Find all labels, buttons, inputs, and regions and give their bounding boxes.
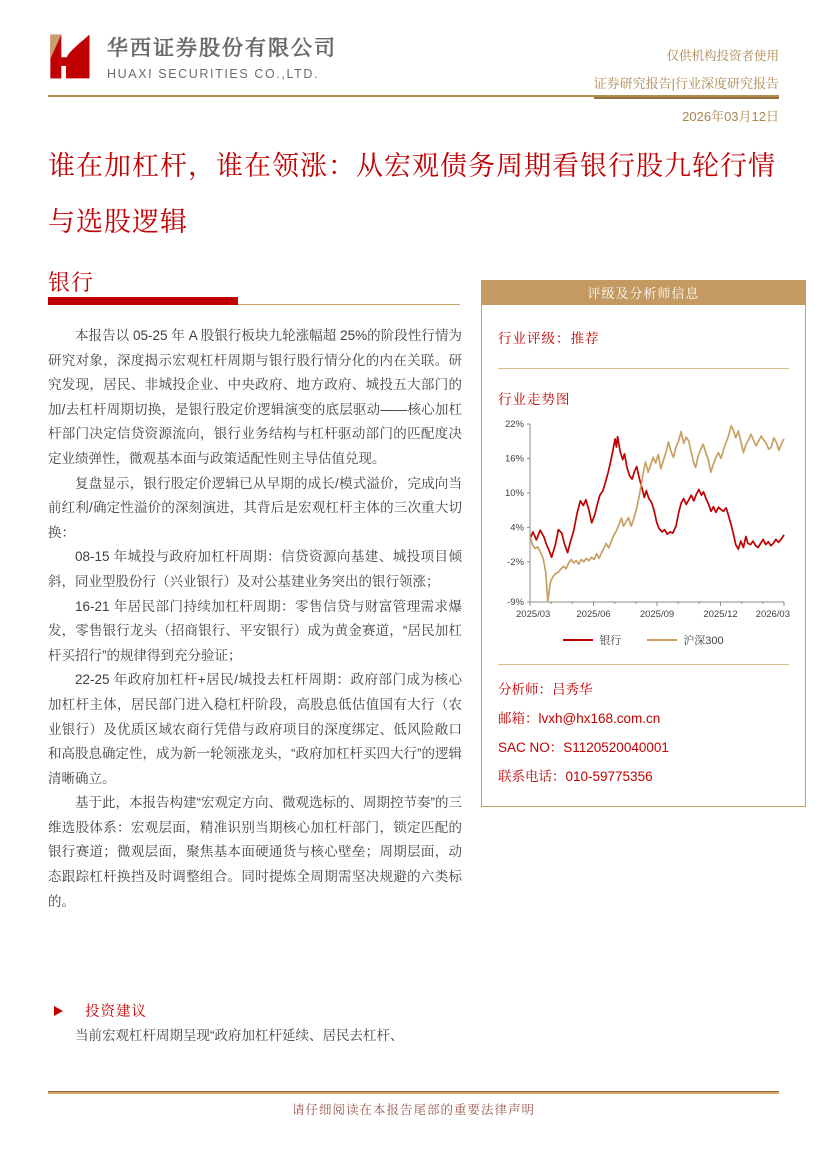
panel-header: 评级及分析师信息 — [481, 280, 806, 305]
panel-divider — [498, 664, 789, 665]
body-paragraph: 08-15 年城投与政府加杠杆周期：信贷资源向基建、城投项目倾斜，同业型股份行（兴业银行）及对公基建业务突出的银行领涨； — [48, 549, 462, 589]
company-name-cn: 华西证券股份有限公司 — [107, 37, 337, 60]
svg-text:2025/09: 2025/09 — [639, 609, 675, 620]
svg-text:2026/03: 2026/03 — [755, 609, 790, 620]
triangle-bullet-icon — [54, 1006, 63, 1016]
body-paragraph: 当前宏观杠杆周期呈现“政府加杠杆延续、居民去杠杆、 — [75, 1028, 404, 1043]
section-investment-advice — [54, 1000, 147, 1021]
company-name-en: HUAXI SECURITIES CO.,LTD. — [107, 67, 320, 81]
svg-text:-2%: -2% — [507, 556, 524, 568]
body-paragraph: 22-25 年政府加杠杆+居民/城投去杠杆周期：政府部门成为核心加杠杆主体，居民部门进入稳杠杆阶段，高股息低估值国有大行（农业银行）及优质区域农商行凭借与政府项目的深度绑定、低风险敞口和高股息确定性，成为新一轮领涨龙头，“政府加杠杆买四大行”的逻辑清晰确立。 — [48, 672, 462, 786]
industry-label: 银行 — [48, 270, 95, 295]
body-paragraph: 复盘显示，银行股定价逻辑已从早期的成长/模式溢价，完成向当前红利/确定性溢价的深刻演进，其背后是宏观杠杆主体的三次重大切换： — [48, 475, 462, 540]
body-paragraph: 16-21 年居民部门持续加杠杆周期：零售信贷与财富管理需求爆发，零售银行龙头（招商银行、平安银行）成为黄金赛道，“居民加杠杆买招行”的规律得到充分验证； — [48, 598, 462, 663]
huaxi-logo-icon — [48, 28, 95, 85]
panel-divider — [498, 368, 789, 369]
svg-text:16%: 16% — [504, 453, 524, 465]
industry-chart — [498, 416, 790, 628]
company-logo — [48, 28, 337, 85]
section-title: 投资建议 — [85, 1004, 147, 1020]
report-type: 证券研究报告|行业深度研究报告 — [594, 73, 779, 99]
header-divider — [48, 95, 779, 97]
rating-analyst-panel — [481, 280, 806, 807]
legend-item: 银行 — [563, 632, 621, 648]
body-paragraph: 基于此，本报告构建“宏观定方向、微观选标的、周期控节奏”的三维选股体系：宏观层面，精准识别当期核心加杠杆部门，锁定匹配的银行赛道；微观层面，聚焦基本面硬通货与核心壁垒；周期层面，动态跟踪杠杆换挡及时调整组合。同时提炼全周期需坚决规避的六类标的。 — [48, 795, 462, 909]
analyst-phone: 联系电话：010-59775356 — [498, 769, 653, 784]
chart-legend — [498, 632, 789, 648]
svg-text:22%: 22% — [504, 419, 524, 430]
industry-rating: 行业评级：推荐 — [498, 331, 600, 346]
svg-text:2025/06: 2025/06 — [576, 609, 611, 620]
analyst-name: 分析师：吕秀华 — [498, 682, 593, 697]
svg-text:4%: 4% — [510, 522, 524, 534]
report-title: 谁在加杠杆，谁在领涨：从宏观债务周期看银行股九轮行情与选股逻辑 — [48, 151, 776, 237]
footer-divider — [48, 1091, 779, 1094]
analyst-sac-no: SAC NO：S1120520040001 — [498, 740, 669, 755]
body-paragraph: 本报告以 05-25 年 A 股银行板块九轮涨幅超 25%的阶段性行情为研究对象，深度揭示宏观杠杆周期与银行股行情分化的内在关联。研究发现，居民、非城投企业、中央政府、地方政府、城投五大部门的加/去杠杆周期切换，是银行股定价逻辑演变的底层驱动——核心加杠杆部门决定信贷资源流向，银行业务结构与杠杆驱动部门的匹配度决定业绩弹性，微观基本面与政策适配性则主导估值兑现。 — [48, 328, 462, 466]
analyst-info — [498, 675, 789, 791]
footer-disclaimer: 请仔细阅读在本报告尾部的重要法律声明 — [291, 1103, 535, 1117]
legend-item: 沪深300 — [647, 632, 723, 648]
svg-text:10%: 10% — [504, 487, 524, 499]
chart-title: 行业走势图 — [498, 392, 571, 407]
industry-underline — [48, 297, 460, 305]
svg-text:-9%: -9% — [507, 597, 524, 608]
report-date: 2026年03月12日 — [682, 109, 779, 124]
svg-text:2025/03: 2025/03 — [516, 609, 551, 620]
svg-text:2025/12: 2025/12 — [703, 609, 738, 620]
analyst-email: 邮箱：lvxh@hx168.com.cn — [498, 711, 661, 726]
investor-notice: 仅供机构投资者使用 — [666, 49, 779, 63]
report-body — [48, 324, 462, 914]
